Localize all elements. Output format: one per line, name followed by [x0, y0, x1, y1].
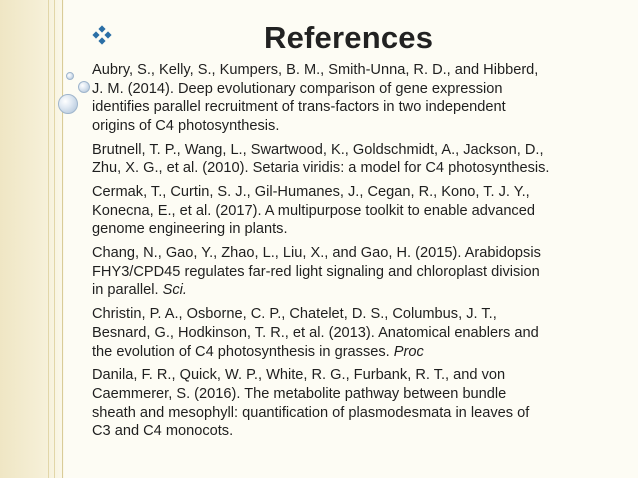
- diamond-bullet-petal: [92, 31, 99, 38]
- reference-line: Caemmerer, S. (2016). The metabolite pathway between bundle: [92, 385, 507, 402]
- reference-line: Christin, P. A., Osborne, C. P., Chatelet, D. S., Columbus, J. T.,: [92, 306, 497, 323]
- reference-item: [92, 183, 592, 239]
- reference-line: in parallel.: [92, 282, 159, 299]
- references-list: [92, 61, 592, 446]
- reference-line: Aubry, S., Kelly, S., Kumpers, B. M., Smith-Unna, R. D., and Hibberd,: [92, 62, 539, 78]
- reference-line: C3 and C4 monocots.: [92, 423, 234, 440]
- reference-line: FHY3/CPD45 regulates far-red light signaling and chloroplast division: [92, 263, 540, 280]
- title-row: [92, 20, 592, 60]
- reference-line: the evolution of C4 photosynthesis in grasses.: [92, 343, 390, 360]
- reference-item: [92, 141, 592, 178]
- diamond-bullet-petal: [104, 31, 111, 38]
- decorative-circle: [78, 81, 90, 93]
- slide-title: References: [264, 20, 434, 55]
- decorative-circle: [58, 94, 78, 114]
- diamond-bullet-petal: [98, 37, 105, 44]
- reference-journal: Sci.: [162, 282, 187, 299]
- reference-line: sheath and mesophyll: quantification of plasmodesmata in leaves of: [92, 404, 530, 421]
- decorative-line: [48, 0, 49, 478]
- reference-line: Brutnell, T. P., Wang, L., Swartwood, K., Goldschmidt, A., Jackson, D.,: [92, 141, 544, 158]
- decorative-circle: [66, 72, 74, 80]
- diamond-bullet-icon: [92, 25, 112, 45]
- reference-line: identifies parallel recruitment of trans-factors in two independent: [92, 99, 506, 116]
- reference-journal: Proc: [393, 343, 424, 360]
- reference-item: [92, 305, 592, 361]
- diamond-bullet-petal: [98, 25, 105, 32]
- reference-line: genome engineering in plants.: [92, 221, 288, 238]
- reference-line: Konecna, E., et al. (2017). A multipurpose toolkit to enable advanced: [92, 202, 535, 219]
- reference-line: Cermak, T., Curtin, S. J., Gil-Humanes, J., Cegan, R., Kono, T. J. Y.,: [92, 184, 530, 201]
- reference-line: Danila, F. R., Quick, W. P., White, R. G., Furbank, R. T., and von: [92, 367, 506, 384]
- decorative-line: [54, 0, 55, 478]
- reference-line: Zhu, X. G., et al. (2010). Setaria viridis: a model for C4 photosynthesis.: [92, 160, 550, 177]
- reference-line: J. M. (2014). Deep evolutionary comparison of gene expression: [92, 80, 503, 97]
- reference-line: Besnard, G., Hodkinson, T. R., et al. (2013). Anatomical enablers and: [92, 324, 539, 341]
- reference-line: Chang, N., Gao, Y., Zhao, L., Liu, X., and Gao, H. (2015). Arabidopsis: [92, 245, 541, 262]
- reference-item: [92, 61, 592, 135]
- decorative-line: [62, 0, 63, 478]
- reference-item: [92, 366, 592, 440]
- reference-line: origins of C4 photosynthesis.: [92, 117, 280, 134]
- reference-item: [92, 244, 592, 300]
